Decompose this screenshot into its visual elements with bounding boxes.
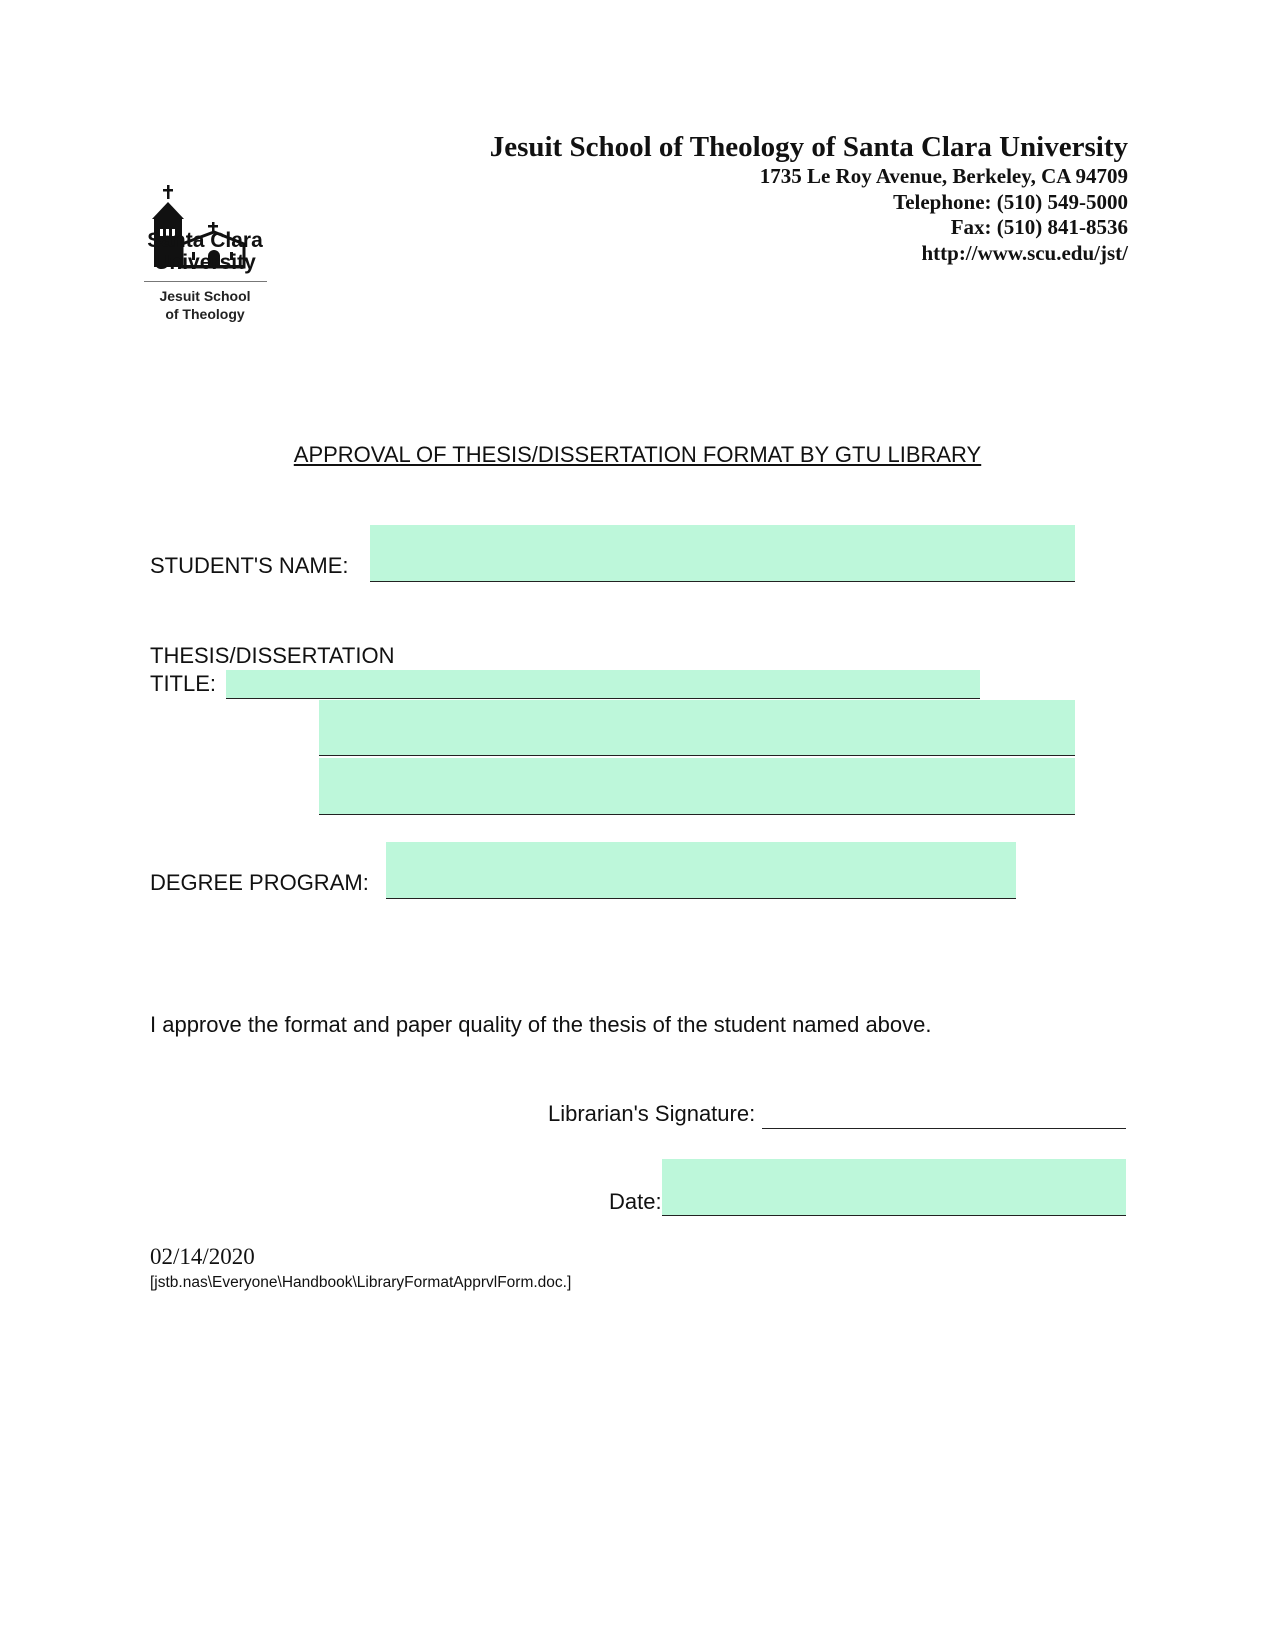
letterhead [490, 130, 1128, 266]
thesis-title-field-1[interactable] [226, 670, 980, 699]
logo-name-line1: Santa Clara [147, 229, 263, 252]
thesis-title-label-line1: THESIS/DISSERTATION [150, 643, 395, 668]
form-title: APPROVAL OF THESIS/DISSERTATION FORMAT BY GTU LIBRARY [293, 442, 982, 467]
thesis-title-field-3[interactable] [319, 758, 1075, 815]
thesis-title-field-2[interactable] [319, 700, 1075, 756]
logo-name-line2: University [154, 251, 256, 274]
degree-program-field[interactable] [386, 842, 1016, 899]
logo-sub-line1: Jesuit School [159, 288, 251, 304]
telephone: Telephone: (510) 549-5000 [893, 189, 1128, 214]
signature-line[interactable] [762, 1128, 1126, 1129]
revision-date: 02/14/2020 [150, 1244, 255, 1269]
logo-sub-line2: of Theology [165, 306, 245, 322]
thesis-title-label-line2: TITLE: [150, 671, 217, 696]
fax: Fax: (510) 841-8536 [950, 215, 1128, 239]
logo-subtitle [140, 287, 270, 323]
address: 1735 Le Roy Avenue, Berkeley, CA 94709 [759, 164, 1128, 188]
logo-divider [144, 281, 267, 282]
student-name-field[interactable] [370, 525, 1075, 582]
institution-name: Jesuit School of Theology of Santa Clara University [489, 131, 1128, 163]
website: http://www.scu.edu/jst/ [921, 240, 1128, 265]
approval-statement: I approve the format and paper quality of the thesis of the student named above. [150, 1012, 932, 1037]
date-label: Date: [609, 1189, 662, 1214]
signature-label: Librarian's Signature: [548, 1101, 756, 1126]
file-path: [jstb.nas\Everyone\Handbook\LibraryFormatApprvlForm.doc.] [150, 1274, 572, 1291]
logo-wordmark [140, 230, 270, 274]
student-name-label: STUDENT'S NAME: [150, 553, 349, 578]
date-field[interactable] [662, 1159, 1126, 1216]
degree-program-label: DEGREE PROGRAM: [150, 870, 369, 895]
